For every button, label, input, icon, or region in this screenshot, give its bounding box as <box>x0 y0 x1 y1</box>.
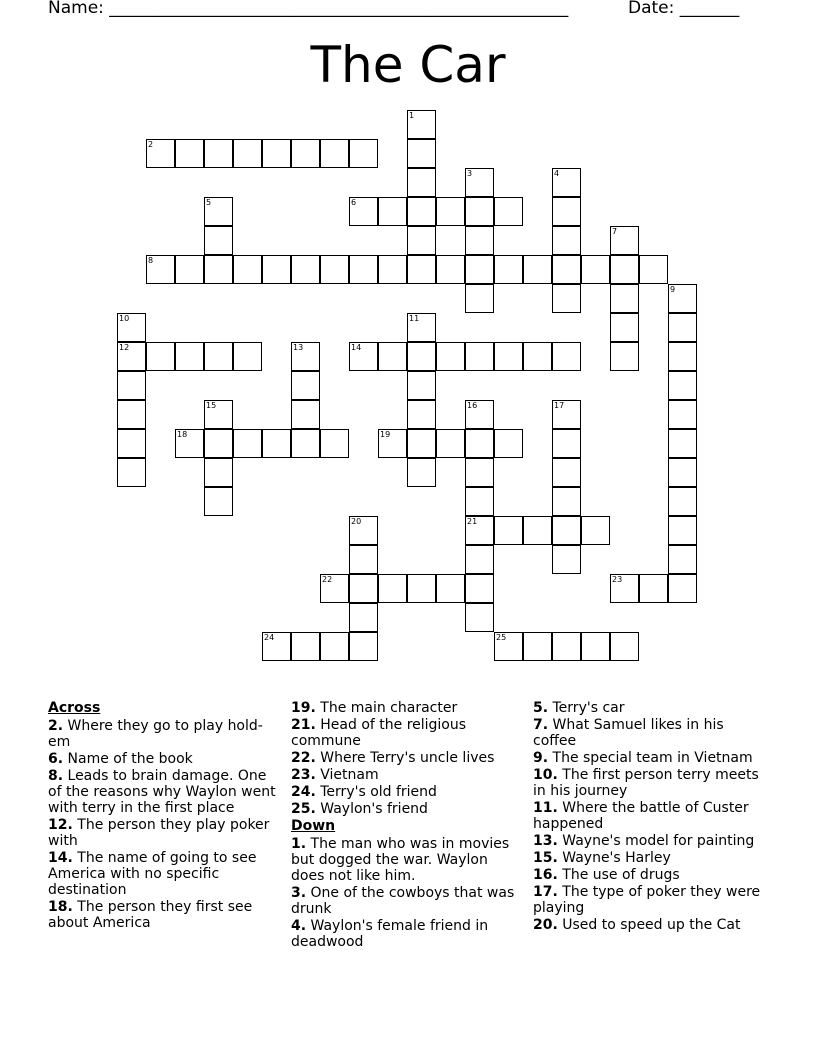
grid-cell[interactable] <box>436 255 465 284</box>
clue-item <box>533 833 765 849</box>
clue-item-text: Where Terry's uncle lives <box>315 750 495 766</box>
clue-item-number: 24. <box>291 784 316 800</box>
clue-item <box>533 850 765 866</box>
grid-cell[interactable] <box>407 168 436 197</box>
clue-item-text: The special team in Vietnam <box>548 750 753 766</box>
clue-item <box>291 885 523 917</box>
clue-item-number: 12. <box>48 817 73 833</box>
page-title: The Car <box>310 36 506 94</box>
grid-cell[interactable] <box>146 342 175 371</box>
grid-cell[interactable] <box>465 255 494 284</box>
grid-cell[interactable] <box>523 632 552 661</box>
grid-cell[interactable] <box>320 574 349 603</box>
clue-item-number: 18. <box>48 899 73 915</box>
grid-cell[interactable] <box>117 400 146 429</box>
grid-cell[interactable] <box>639 255 668 284</box>
grid-cell[interactable] <box>552 487 581 516</box>
grid-cell[interactable] <box>668 400 697 429</box>
clue-item-text: Waylon's female friend in deadwood <box>291 918 489 950</box>
clue-item-number: 19. <box>291 700 316 716</box>
grid-cell[interactable] <box>465 545 494 574</box>
clue-item-text: The main character <box>315 700 458 716</box>
grid-cell[interactable] <box>291 371 320 400</box>
grid-cell[interactable] <box>204 342 233 371</box>
grid-cell[interactable] <box>204 226 233 255</box>
clue-number: 5 <box>206 198 212 207</box>
grid-cell[interactable] <box>581 255 610 284</box>
clue-item-text: The person they play poker with <box>48 817 270 849</box>
clue-item-text: Terry's car <box>548 700 625 716</box>
grid-cell[interactable] <box>494 255 523 284</box>
clue-item-text: Used to speed up the Cat <box>557 917 741 933</box>
grid-cell[interactable] <box>378 342 407 371</box>
grid-cell[interactable] <box>349 516 378 545</box>
clue-item-number: 5. <box>533 700 549 716</box>
grid-cell[interactable] <box>436 197 465 226</box>
grid-cell[interactable] <box>610 313 639 342</box>
clue-item-number: 9. <box>533 750 549 766</box>
grid-cell[interactable] <box>465 284 494 313</box>
grid-cell[interactable] <box>465 458 494 487</box>
grid-cell[interactable] <box>349 139 378 168</box>
grid-cell[interactable] <box>117 458 146 487</box>
clue-number: 10 <box>119 314 130 323</box>
clue-number: 25 <box>496 633 507 642</box>
clue-item <box>48 751 280 767</box>
grid-cell[interactable] <box>204 487 233 516</box>
grid-cell[interactable] <box>407 400 436 429</box>
clue-number: 14 <box>351 343 362 352</box>
grid-cell[interactable] <box>581 632 610 661</box>
grid-cell[interactable] <box>668 371 697 400</box>
grid-cell[interactable] <box>320 255 349 284</box>
clue-item-number: 25. <box>291 801 316 817</box>
grid-cell[interactable] <box>349 342 378 371</box>
grid-cell[interactable] <box>552 400 581 429</box>
grid-cell[interactable] <box>320 139 349 168</box>
grid-cell[interactable] <box>552 632 581 661</box>
clue-number: 3 <box>467 169 473 178</box>
grid-cell[interactable] <box>175 429 204 458</box>
clue-item-number: 17. <box>533 884 558 900</box>
clue-number: 15 <box>206 401 217 410</box>
grid-cell[interactable] <box>523 516 552 545</box>
clue-number: 6 <box>351 198 357 207</box>
clue-item-text: What Samuel likes in his coffee <box>533 717 724 749</box>
grid-cell[interactable] <box>552 226 581 255</box>
grid-cell[interactable] <box>320 429 349 458</box>
clue-number: 8 <box>148 256 154 265</box>
grid-cell[interactable] <box>262 429 291 458</box>
clue-item-text: The use of drugs <box>557 867 680 883</box>
grid-cell[interactable] <box>552 342 581 371</box>
clue-item <box>533 700 765 716</box>
grid-cell[interactable] <box>349 574 378 603</box>
clue-column-1 <box>48 700 280 932</box>
grid-cell[interactable] <box>117 429 146 458</box>
grid-cell[interactable] <box>465 197 494 226</box>
clue-item <box>291 801 523 817</box>
clue-number: 11 <box>409 314 420 323</box>
grid-cell[interactable] <box>494 342 523 371</box>
clue-item-number: 22. <box>291 750 316 766</box>
clue-item-text: The man who was in movies but dogged the war. Waylon does not like him. <box>291 836 510 884</box>
grid-cell[interactable] <box>204 400 233 429</box>
grid-cell[interactable] <box>494 516 523 545</box>
clue-item-number: 4. <box>291 918 307 934</box>
clue-item-number: 2. <box>48 718 64 734</box>
grid-cell[interactable] <box>668 574 697 603</box>
clue-item <box>533 800 765 832</box>
grid-cell[interactable] <box>610 255 639 284</box>
grid-cell[interactable] <box>552 458 581 487</box>
clue-item <box>48 718 280 750</box>
clue-item <box>291 750 523 766</box>
grid-cell[interactable] <box>146 255 175 284</box>
clue-item-number: 16. <box>533 867 558 883</box>
clue-item <box>533 750 765 766</box>
grid-cell[interactable] <box>349 545 378 574</box>
clue-item-text: The name of going to see America with no specific destination <box>48 850 257 898</box>
clue-item <box>533 884 765 916</box>
grid-cell[interactable] <box>668 429 697 458</box>
clue-item-number: 7. <box>533 717 549 733</box>
grid-cell[interactable] <box>291 429 320 458</box>
clue-item <box>48 850 280 898</box>
grid-cell[interactable] <box>233 255 262 284</box>
clue-number: 19 <box>380 430 391 439</box>
grid-cell[interactable] <box>668 342 697 371</box>
grid-cell[interactable] <box>233 139 262 168</box>
grid-cell[interactable] <box>262 139 291 168</box>
grid-cell[interactable] <box>407 342 436 371</box>
grid-cell[interactable] <box>407 139 436 168</box>
grid-cell[interactable] <box>175 255 204 284</box>
clue-item <box>533 917 765 933</box>
grid-cell[interactable] <box>436 342 465 371</box>
grid-cell[interactable] <box>465 342 494 371</box>
clue-number: 21 <box>467 517 478 526</box>
grid-cell[interactable] <box>610 632 639 661</box>
grid-cell[interactable] <box>552 429 581 458</box>
grid-cell[interactable] <box>610 284 639 313</box>
grid-cell[interactable] <box>552 255 581 284</box>
clue-number: 12 <box>119 343 130 352</box>
clue-item-text: Head of the religious commune <box>291 717 467 749</box>
clue-item-text: Waylon's friend <box>315 801 428 817</box>
grid-cell[interactable] <box>262 632 291 661</box>
grid-cell[interactable] <box>552 197 581 226</box>
grid-cell[interactable] <box>668 545 697 574</box>
grid-cell[interactable] <box>465 603 494 632</box>
grid-cell[interactable] <box>204 139 233 168</box>
grid-cell[interactable] <box>117 371 146 400</box>
grid-cell[interactable] <box>668 487 697 516</box>
grid-cell[interactable] <box>436 429 465 458</box>
grid-cell[interactable] <box>668 284 697 313</box>
clue-item-number: 20. <box>533 917 558 933</box>
clue-number: 17 <box>554 401 565 410</box>
grid-cell[interactable] <box>117 342 146 371</box>
grid-cell[interactable] <box>494 632 523 661</box>
grid-cell[interactable] <box>465 429 494 458</box>
grid-cell[interactable] <box>291 139 320 168</box>
grid-cell[interactable] <box>668 458 697 487</box>
grid-cell[interactable] <box>291 400 320 429</box>
grid-cell[interactable] <box>407 313 436 342</box>
clue-number: 23 <box>612 575 623 584</box>
grid-cell[interactable] <box>407 255 436 284</box>
clue-item <box>291 767 523 783</box>
clue-item-number: 3. <box>291 885 307 901</box>
grid-cell[interactable] <box>523 342 552 371</box>
grid-cell[interactable] <box>378 255 407 284</box>
clue-item-number: 21. <box>291 717 316 733</box>
clue-item-text: Wayne's Harley <box>557 850 671 866</box>
grid-cell[interactable] <box>407 429 436 458</box>
grid-cell[interactable] <box>204 429 233 458</box>
grid-cell[interactable] <box>349 632 378 661</box>
clue-item <box>48 768 280 816</box>
clue-column-2 <box>291 700 523 951</box>
grid-cell[interactable] <box>465 400 494 429</box>
grid-cell[interactable] <box>320 632 349 661</box>
clue-item <box>48 817 280 849</box>
grid-cell[interactable] <box>407 458 436 487</box>
clue-item-text: Name of the book <box>63 751 193 767</box>
grid-cell[interactable] <box>407 371 436 400</box>
clue-item-text: One of the cowboys that was drunk <box>291 885 515 917</box>
clue-item-text: The type of poker they were playing <box>533 884 761 916</box>
clue-number: 16 <box>467 401 478 410</box>
clue-number: 4 <box>554 169 560 178</box>
grid-cell[interactable] <box>378 574 407 603</box>
grid-cell[interactable] <box>204 458 233 487</box>
clue-item-text: Where the battle of Custer happened <box>533 800 749 832</box>
grid-cell[interactable] <box>610 574 639 603</box>
clue-number: 18 <box>177 430 188 439</box>
grid-cell[interactable] <box>291 255 320 284</box>
grid-cell[interactable] <box>668 313 697 342</box>
clue-number: 24 <box>264 633 275 642</box>
clue-item-number: 11. <box>533 800 558 816</box>
down-heading: Down <box>291 818 336 834</box>
clue-item-text: Wayne's model for painting <box>557 833 755 849</box>
clue-number: 9 <box>670 285 676 294</box>
grid-cell[interactable] <box>465 574 494 603</box>
grid-cell[interactable] <box>610 342 639 371</box>
grid-cell[interactable] <box>494 197 523 226</box>
grid-cell[interactable] <box>204 197 233 226</box>
grid-cell[interactable] <box>552 284 581 313</box>
across-heading: Across <box>48 700 101 716</box>
grid-cell[interactable] <box>436 574 465 603</box>
grid-cell[interactable] <box>552 516 581 545</box>
grid-cell[interactable] <box>465 168 494 197</box>
grid-cell[interactable] <box>407 197 436 226</box>
clue-item <box>291 918 523 950</box>
grid-cell[interactable] <box>639 574 668 603</box>
grid-cell[interactable] <box>378 429 407 458</box>
grid-cell[interactable] <box>117 313 146 342</box>
name-field-label: Name: ______________________________________________________ <box>48 0 569 18</box>
clue-number: 7 <box>612 227 618 236</box>
grid-cell[interactable] <box>668 516 697 545</box>
clue-item-number: 13. <box>533 833 558 849</box>
clue-item <box>48 899 280 931</box>
clue-number: 22 <box>322 575 333 584</box>
clue-item-number: 14. <box>48 850 73 866</box>
clue-item <box>291 700 523 716</box>
grid-cell[interactable] <box>204 255 233 284</box>
clue-column-3 <box>533 700 765 934</box>
grid-cell[interactable] <box>291 632 320 661</box>
clue-item-number: 10. <box>533 767 558 783</box>
clue-item <box>533 767 765 799</box>
clue-item <box>291 717 523 749</box>
grid-cell[interactable] <box>552 545 581 574</box>
clue-item-number: 15. <box>533 850 558 866</box>
grid-cell[interactable] <box>407 574 436 603</box>
grid-cell[interactable] <box>407 226 436 255</box>
grid-cell[interactable] <box>407 110 436 139</box>
clue-item <box>291 784 523 800</box>
clue-number: 2 <box>148 140 154 149</box>
grid-cell[interactable] <box>262 255 291 284</box>
grid-cell[interactable] <box>523 255 552 284</box>
clue-item <box>291 836 523 884</box>
clue-item-text: The person they first see about America <box>48 899 253 931</box>
grid-cell[interactable] <box>465 487 494 516</box>
grid-cell[interactable] <box>349 197 378 226</box>
grid-cell[interactable] <box>175 139 204 168</box>
clue-number: 20 <box>351 517 362 526</box>
grid-cell[interactable] <box>233 429 262 458</box>
clue-item-number: 6. <box>48 751 64 767</box>
clue-item-text: Terry's old friend <box>315 784 437 800</box>
clue-item-number: 8. <box>48 768 64 784</box>
grid-cell[interactable] <box>291 342 320 371</box>
clue-item-text: The first person terry meets in his journey <box>533 767 759 799</box>
grid-cell[interactable] <box>349 603 378 632</box>
clue-number: 1 <box>409 111 415 120</box>
date-field-label: Date: _______ <box>628 0 740 18</box>
clue-item-text: Where they go to play hold-em <box>48 718 263 750</box>
clue-item-text: Vietnam <box>315 767 379 783</box>
clue-item <box>533 717 765 749</box>
clue-number: 13 <box>293 343 304 352</box>
clue-item-text: Leads to brain damage. One of the reasons why Waylon went with terry in the first place <box>48 768 276 816</box>
grid-cell[interactable] <box>175 342 204 371</box>
grid-cell[interactable] <box>552 168 581 197</box>
grid-cell[interactable] <box>233 342 262 371</box>
clue-item-number: 23. <box>291 767 316 783</box>
grid-cell[interactable] <box>465 516 494 545</box>
grid-cell[interactable] <box>581 516 610 545</box>
grid-cell[interactable] <box>378 197 407 226</box>
grid-cell[interactable] <box>610 226 639 255</box>
clue-item <box>533 867 765 883</box>
clue-item-number: 1. <box>291 836 307 852</box>
grid-cell[interactable] <box>494 429 523 458</box>
grid-cell[interactable] <box>349 255 378 284</box>
grid-cell[interactable] <box>465 226 494 255</box>
grid-cell[interactable] <box>146 139 175 168</box>
